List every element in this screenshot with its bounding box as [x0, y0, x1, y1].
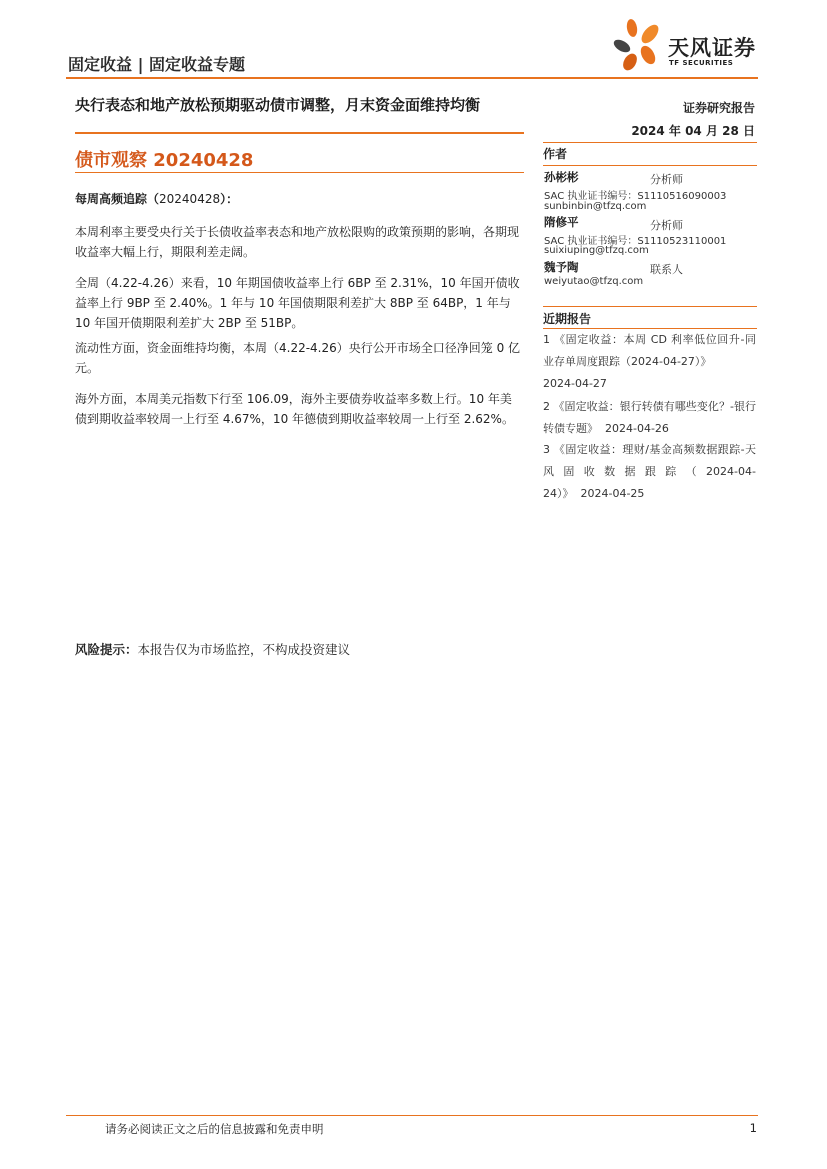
recent-report-date: 2024-04-27	[543, 377, 607, 390]
recent-report-date: 2024-04-26	[605, 422, 669, 435]
risk-text: 本报告仅为市场监控，不构成投资建议	[137, 642, 351, 657]
author-email[interactable]: weiyutao@tfzq.com	[544, 276, 644, 287]
risk-warning	[75, 640, 350, 658]
author-email[interactable]: suixiuping@tfzq.com	[544, 245, 649, 256]
paragraph-overseas: 海外方面，本周美元指数下行至 106.09，海外主要债券收益率多数上行。10 年美债到期收益率较周一上行至 4.67%，10 年德债到期收益率较周一上行至 2.62%。	[75, 392, 514, 426]
headline: 央行表态和地产放松预期驱动债市调整，月末资金面维持均衡	[75, 96, 481, 114]
footer-divider	[66, 1115, 758, 1116]
logo-english-name: TF SECURITIES	[669, 59, 734, 67]
author-role: 分析师	[650, 219, 683, 232]
weekly-label: 每周高频追踪（	[75, 192, 160, 206]
author-cert: SAC 执业证书编号：S1110523110001	[544, 236, 727, 247]
report-title: 债市观察 20240428	[75, 150, 254, 171]
report-type: 证券研究报告	[682, 101, 755, 115]
weekly-tracking-heading	[75, 189, 522, 209]
weekly-suffix: ）：	[220, 192, 239, 206]
recent-report-date: 2024-04-25	[580, 487, 645, 500]
petal-logo-icon	[612, 18, 666, 74]
recent-report-item[interactable]	[543, 396, 756, 440]
footer-disclaimer: 请务必阅读正文之后的信息披露和免责申明	[105, 1122, 324, 1136]
author-name: 魏予陶	[544, 260, 579, 274]
recent-report-title[interactable]: 1 《固定收益：本周 CD 利率低位回升-同业存单周度跟踪（2024-04-27）》	[543, 333, 756, 368]
report-date: 2024 年 04 月 28 日	[631, 124, 755, 138]
recent-top-divider	[543, 306, 757, 307]
recent-report-item[interactable]	[543, 439, 756, 505]
authors-divider	[543, 165, 757, 166]
paragraph-weekly-yields: 全周（4.22-4.26）来看，10 年期国债收益率上行 6BP 至 2.31%，10 年国开债收益率上行 9BP 至 2.40%。1 年与 10 年国债期限利差扩大 8BP 至 64BP，1 年与 10 年国开债期限利差扩大 2BP 至 51BP。	[75, 276, 520, 330]
author-role: 分析师	[650, 173, 683, 186]
page-number: 1	[749, 1121, 757, 1135]
risk-label: 风险提示：	[75, 642, 138, 657]
title-divider	[75, 172, 524, 173]
logo-chinese-name: 天风证券	[668, 36, 756, 60]
paragraph-rates: 本周利率主要受央行关于长债收益率表态和地产放松限购的政策预期的影响，各期现收益率大幅上行，期限利差走阔。	[75, 225, 520, 259]
recent-reports-heading: 近期报告	[543, 312, 592, 326]
header-divider	[66, 77, 758, 79]
author-role: 联系人	[650, 263, 683, 276]
paragraph-liquidity: 流动性方面，资金面维持均衡，本周（4.22-4.26）央行公开市场全口径净回笼 0 亿元。	[75, 341, 521, 375]
author-cert: SAC 执业证书编号：S1110516090003	[544, 191, 727, 202]
recent-report-title[interactable]: 2 《固定收益：银行转债有哪些变化？-银行转债专题》	[543, 400, 756, 435]
sidebar-top-divider	[543, 142, 757, 143]
author-name: 孙彬彬	[544, 170, 579, 184]
authors-heading: 作者	[543, 147, 568, 161]
tf-securities-logo	[612, 18, 762, 74]
author-name: 隋修平	[544, 215, 579, 229]
author-email[interactable]: sunbinbin@tfzq.com	[544, 201, 647, 212]
weekly-date: 20240428	[159, 192, 221, 206]
report-category: 固定收益 | 固定收益专题	[68, 55, 245, 74]
recent-report-title[interactable]: 3 《固定收益：理财/基金高频数据跟踪-天风固收数据跟踪（2024-04-24）》	[543, 443, 756, 500]
recent-report-item[interactable]	[543, 329, 756, 395]
headline-divider	[75, 132, 524, 134]
